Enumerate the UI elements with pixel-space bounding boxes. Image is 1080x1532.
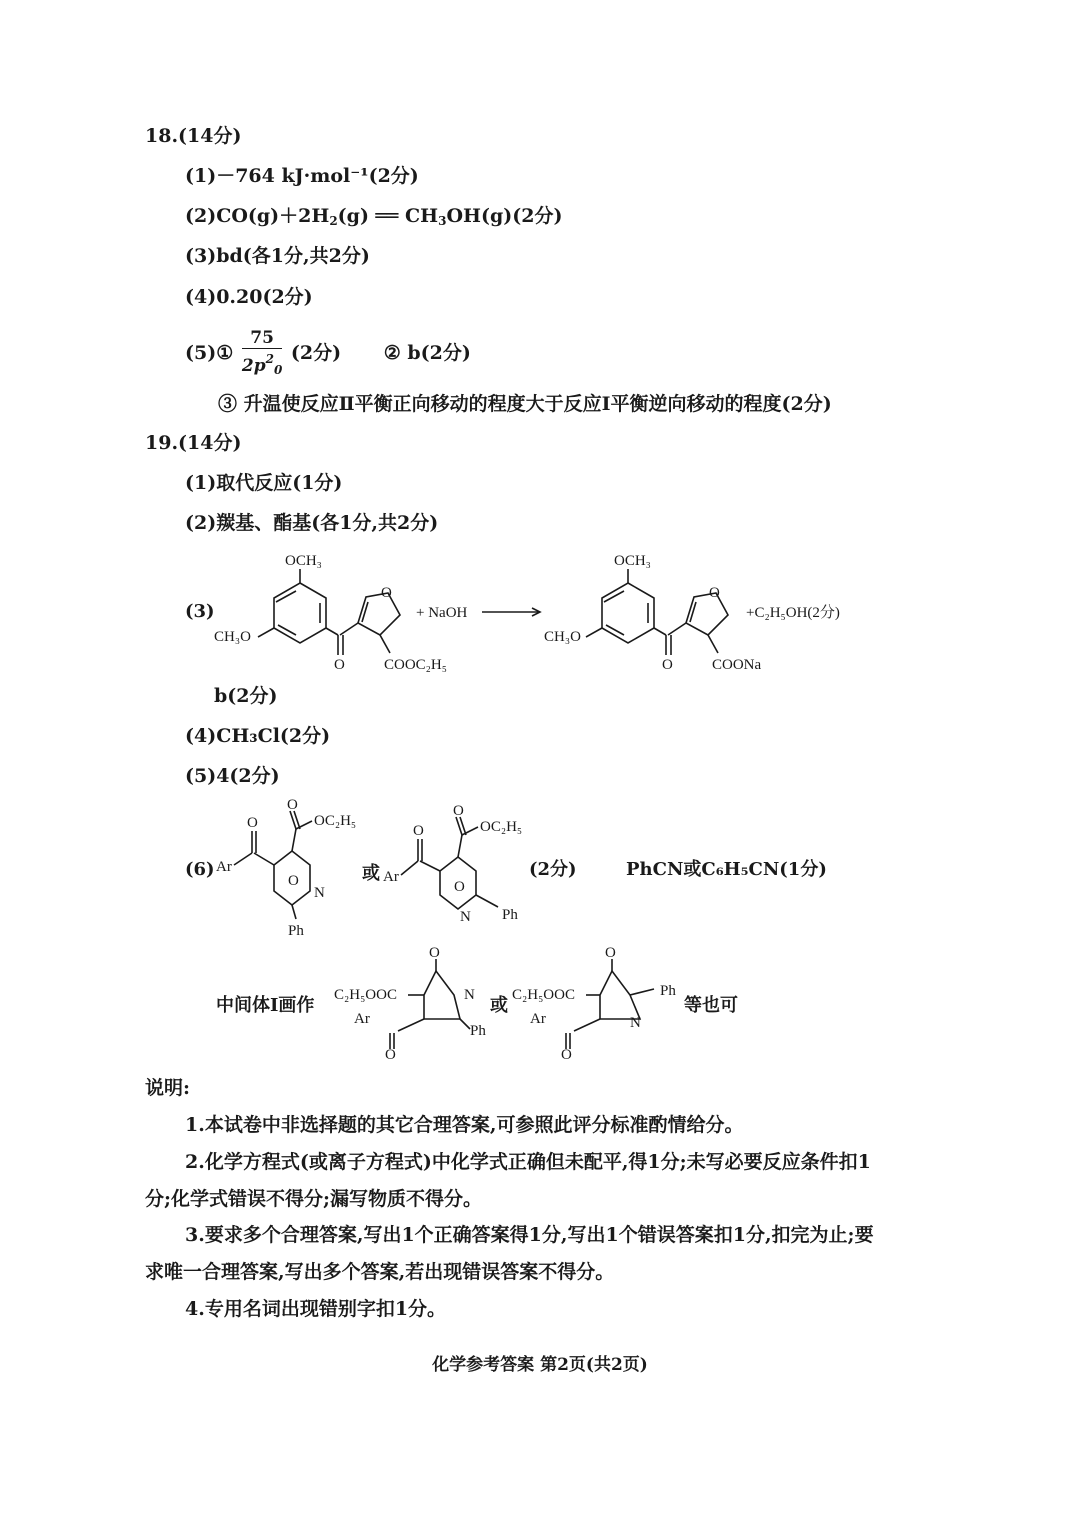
intermediate-structures — [0, 945, 1080, 1065]
svg-text:O: O — [287, 797, 298, 813]
note-2-line1: 2.化学方程式(或离子方程式)中化学式正确但未配平,得1分;未写必要反应条件扣1 — [185, 1151, 871, 1173]
structure-6a — [216, 797, 356, 939]
reaction-scheme-3 — [0, 545, 1080, 685]
q19-part6-label: (6) — [185, 859, 215, 880]
intermediate-label: 中间体Ⅰ画作 — [216, 995, 315, 1016]
svg-text:N: N — [630, 1015, 641, 1031]
svg-text:Ar: Ar — [354, 1011, 370, 1027]
svg-text:O: O — [334, 657, 345, 673]
q18-part3: (3)bd(各1分,共2分) — [185, 245, 370, 267]
svg-text:O: O — [561, 1047, 572, 1063]
svg-text:OC₂H₅: OC₂H₅ — [314, 813, 357, 829]
svg-text:OCH₃: OCH₃ — [285, 553, 322, 569]
q19-part5: (5)4(2分) — [185, 765, 280, 787]
q18-part2: $(2)CO(g)+2H_2(g)$ ══ $CH_3OH(g)(2$分) — [185, 205, 563, 228]
svg-text:Ar: Ar — [216, 859, 232, 875]
svg-text:O: O — [453, 803, 464, 819]
svg-text:O: O — [381, 585, 392, 601]
product-structure — [544, 553, 762, 673]
svg-text:Ar: Ar — [383, 869, 399, 885]
svg-text:Ph: Ph — [470, 1023, 486, 1039]
note-4: 4.专用名词出现错别字扣1分。 — [185, 1298, 447, 1320]
svg-text:(2分): (2分) — [529, 859, 577, 880]
svg-text:O: O — [454, 879, 465, 895]
svg-text:Ph: Ph — [288, 923, 304, 939]
svg-text:O: O — [662, 657, 673, 673]
q19-part3-label: (3) — [185, 601, 215, 622]
reactant-structure — [214, 553, 447, 673]
note-3-line2: 求唯一合理答案,写出多个答案,若出现错误答案不得分。 — [145, 1261, 615, 1283]
q18-header: 18.(14分) — [145, 125, 242, 147]
q18-part4: (4)0.20(2分) — [185, 286, 313, 308]
svg-text:或: 或 — [490, 995, 508, 1016]
svg-text:OCH₃: OCH₃ — [614, 553, 651, 569]
svg-text:CH₃O: CH₃O — [214, 629, 251, 645]
q19-part3-b: b(2分) — [214, 685, 278, 707]
svg-text:CH₃O: CH₃O — [544, 629, 581, 645]
q19-part2: (2)羰基、酯基(各1分,共2分) — [185, 512, 439, 534]
svg-text:O: O — [413, 823, 424, 839]
notes-title: 说明: — [145, 1077, 191, 1099]
svg-text:C₂H₅OOC: C₂H₅OOC — [334, 987, 397, 1003]
svg-text:Ph: Ph — [660, 983, 676, 999]
svg-text:COONa: COONa — [712, 657, 762, 673]
note-1: 1.本试卷中非选择题的其它合理答案,可参照此评分标准酌情给分。 — [185, 1114, 744, 1136]
page-footer: 化学参考答案 第2页(共2页) — [432, 1355, 648, 1375]
svg-text:C₂H₅OOC: C₂H₅OOC — [512, 987, 575, 1003]
svg-text:O: O — [288, 873, 299, 889]
svg-text:O: O — [247, 815, 258, 831]
svg-text:N: N — [460, 909, 471, 925]
svg-text:PhCN或C₆H₅CN(1分): PhCN或C₆H₅CN(1分) — [626, 859, 827, 880]
svg-text:O: O — [709, 585, 720, 601]
svg-text:N: N — [314, 885, 325, 901]
svg-text:+C₂H₅OH(2分): +C₂H₅OH(2分) — [746, 605, 840, 621]
svg-text:或: 或 — [362, 863, 380, 884]
q19-part4: (4)CH₃Cl(2分) — [185, 725, 331, 747]
q19-part1: (1)取代反应(1分) — [185, 472, 343, 494]
q18-part5: (5)① $\frac{75}{2p^2_0}$ (2分) ② b(2分) — [185, 328, 471, 380]
svg-text:N: N — [464, 987, 475, 1003]
q19-header: 19.(14分) — [145, 432, 242, 454]
svg-text:O: O — [385, 1047, 396, 1063]
svg-text:COOC₂H₅: COOC₂H₅ — [384, 657, 447, 673]
svg-text:Ar: Ar — [530, 1011, 546, 1027]
svg-text:O: O — [605, 945, 616, 961]
q18-part5-3: ③ 升温使反应Ⅱ平衡正向移动的程度大于反应Ⅰ平衡逆向移动的程度(2分) — [218, 393, 832, 415]
note-3-line1: 3.要求多个合理答案,写出1个正确答案得1分,写出1个错误答案扣1分,扣完为止;要 — [185, 1224, 874, 1246]
intermediate-a — [334, 945, 486, 1063]
svg-text:等也可: 等也可 — [684, 995, 738, 1016]
svg-text:+ NaOH: + NaOH — [416, 605, 468, 621]
note-2-line2: 分;化学式错误不得分;漏写物质不得分。 — [145, 1188, 483, 1210]
q18-part1: (1)－764 kJ·mol⁻¹(2分) — [185, 165, 419, 187]
svg-text:Ph: Ph — [502, 907, 518, 923]
fraction: $\frac{75}{2p^2_0}$ — [241, 328, 283, 377]
intermediate-b — [512, 945, 676, 1063]
svg-text:O: O — [429, 945, 440, 961]
structures-6 — [0, 795, 1080, 945]
svg-text:OC₂H₅: OC₂H₅ — [480, 819, 523, 835]
structure-6b — [383, 803, 522, 925]
